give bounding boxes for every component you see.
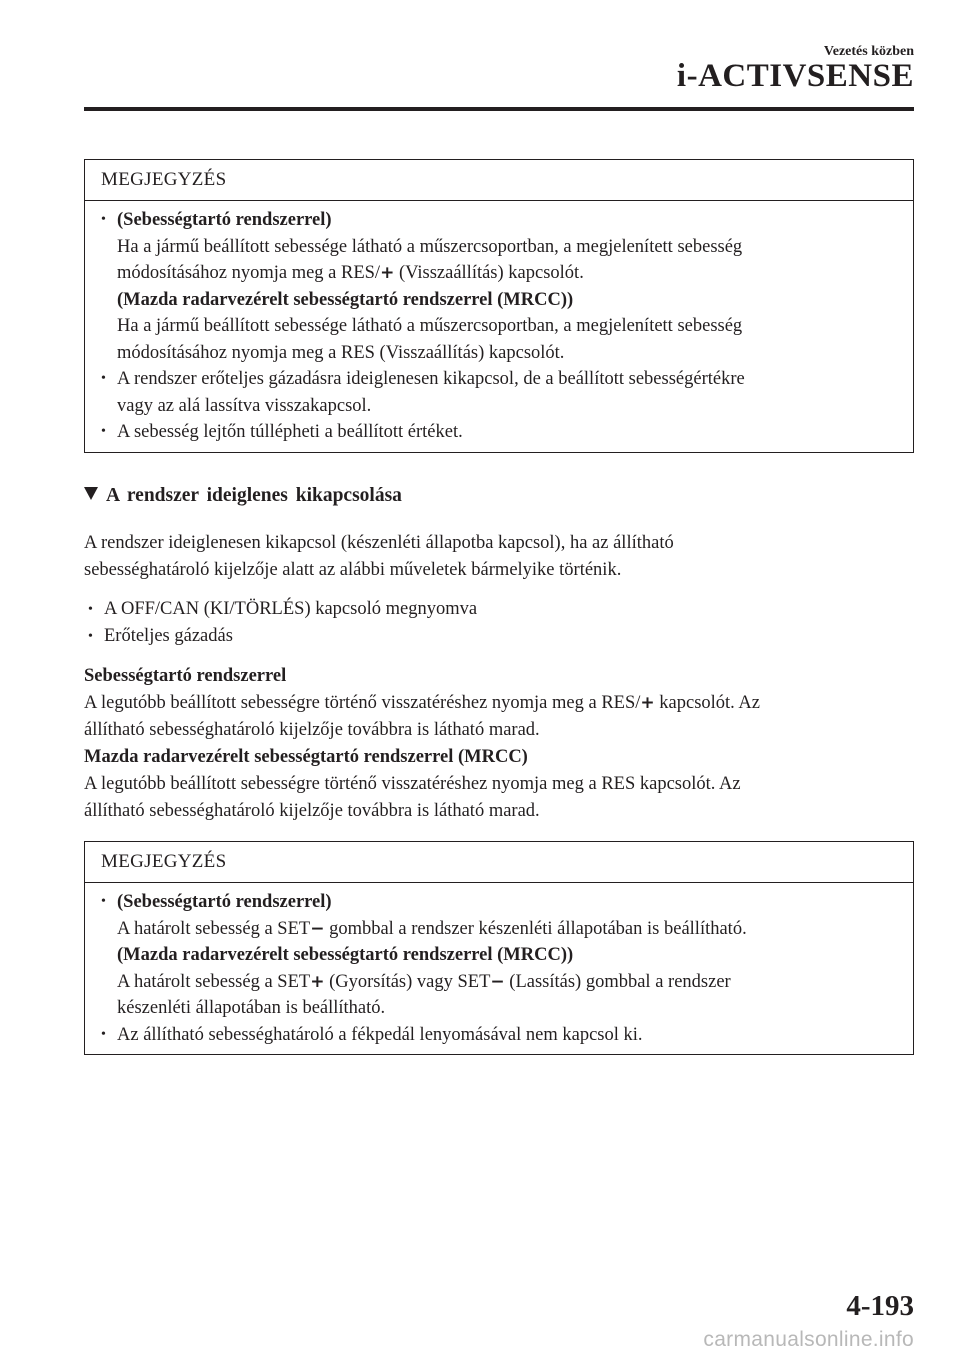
- subsection-heading: Sebességtartó rendszerrel: [84, 666, 287, 686]
- note-item-heading: (Mazda radarvezérelt sebességtartó rendszerrel (MRCC)): [117, 289, 574, 310]
- note-text: Az állítható sebességhatároló a fékpedál lenyomásával nem kapcsol ki.: [117, 1024, 643, 1045]
- body-text: sebességhatároló kijelzője alatt az alábbi műveletek bármelyike történik.: [84, 560, 622, 580]
- list-item-text: A OFF/CAN (KI/TÖRLÉS) kapcsoló megnyomva: [104, 599, 478, 619]
- note-box-1: [84, 159, 914, 453]
- bullet-list: [88, 596, 928, 650]
- note-text: készenléti állapotában is beállítható.: [117, 998, 386, 1018]
- body-text: állítható sebességhatároló kijelzője továbbra is látható marad.: [84, 720, 540, 740]
- note-text: Ha a jármű beállított sebessége látható a műszercsoportban, a megjelenített sebesség: [117, 316, 743, 336]
- note-item-heading: (Sebességtartó rendszerrel): [117, 892, 332, 912]
- body-text: A rendszer ideiglenesen kikapcsol (készenléti állapotba kapcsol), ha az állítható: [84, 533, 674, 553]
- plus-icon: +: [310, 971, 325, 992]
- note-item: [101, 889, 901, 1022]
- body-text: A legutóbb beállított sebességre történő visszatéréshez nyomja meg a RES kapcsolót. Az: [84, 774, 741, 794]
- list-item-text: Erőteljes gázadás: [104, 626, 233, 646]
- list-item: [88, 596, 928, 623]
- plus-icon: +: [640, 693, 655, 713]
- note-item: [101, 366, 901, 419]
- note-text: módosításához nyomja meg a RES/+ (Visszaállítás) kapcsolót.: [117, 263, 584, 283]
- note-text: Ha a jármű beállított sebessége látható a műszercsoportban, a megjelenített sebesség: [117, 236, 743, 257]
- bullet-icon: •: [101, 424, 106, 439]
- subsection-heading: Mazda radarvezérelt sebességtartó rendszerrel (MRCC): [84, 747, 528, 767]
- bullet-icon: •: [101, 371, 106, 386]
- bullet-icon: •: [88, 629, 93, 644]
- note-item-heading: (Sebességtartó rendszerrel): [117, 210, 332, 230]
- header-section-label: Vezetés közben: [823, 44, 914, 59]
- note-text: vagy az alá lassítva visszakapcsol.: [117, 395, 372, 416]
- page-number: 4-193: [846, 1290, 914, 1322]
- note-body: [85, 883, 913, 1054]
- subsection: [84, 663, 924, 825]
- list-item: [88, 623, 928, 650]
- note-item-heading: (Mazda radarvezérelt sebességtartó rendszerrel (MRCC)): [117, 945, 574, 965]
- section-intro: [84, 530, 924, 584]
- note-item: [101, 419, 901, 446]
- note-body: [85, 201, 913, 452]
- bullet-icon: •: [101, 894, 106, 909]
- note-box-2: [84, 841, 914, 1055]
- note-text: módosításához nyomja meg a RES (Visszaállítás) kapcsolót.: [117, 342, 565, 363]
- section-heading: A rendszer ideiglenes kikapcsolása: [84, 485, 402, 507]
- bullet-icon: •: [88, 602, 93, 617]
- minus-icon: −: [310, 918, 325, 939]
- plus-icon: +: [380, 263, 395, 283]
- note-text: A sebesség lejtőn túllépheti a beállított értéket.: [117, 422, 463, 442]
- note-item: [101, 1022, 901, 1049]
- header-divider: [84, 107, 914, 111]
- note-text: A határolt sebesség a SET− gombbal a rendszer készenléti állapotában is beállítható.: [117, 918, 747, 939]
- note-text: A határolt sebesség a SET+ (Gyorsítás) vagy SET− (Lassítás) gombbal a rendszer: [117, 971, 731, 992]
- bullet-icon: •: [101, 212, 106, 227]
- page-title: i-ACTIVSENSE: [676, 58, 914, 94]
- triangle-marker-icon: [84, 487, 98, 500]
- minus-icon: −: [490, 971, 505, 992]
- body-text: állítható sebességhatároló kijelzője továbbra is látható marad.: [84, 801, 540, 821]
- bullet-icon: •: [101, 1026, 106, 1042]
- body-text: A legutóbb beállított sebességre történő visszatéréshez nyomja meg a RES/+ kapcsolót. Az: [84, 693, 760, 713]
- note-heading: MEGJEGYZÉS: [85, 842, 913, 883]
- watermark: carmanualsonline.info: [703, 1328, 914, 1351]
- note-heading: MEGJEGYZÉS: [85, 160, 913, 201]
- note-text: A rendszer erőteljes gázadásra ideiglenesen kikapcsol, de a beállított sebességértékre: [117, 369, 745, 389]
- note-item: [101, 207, 901, 366]
